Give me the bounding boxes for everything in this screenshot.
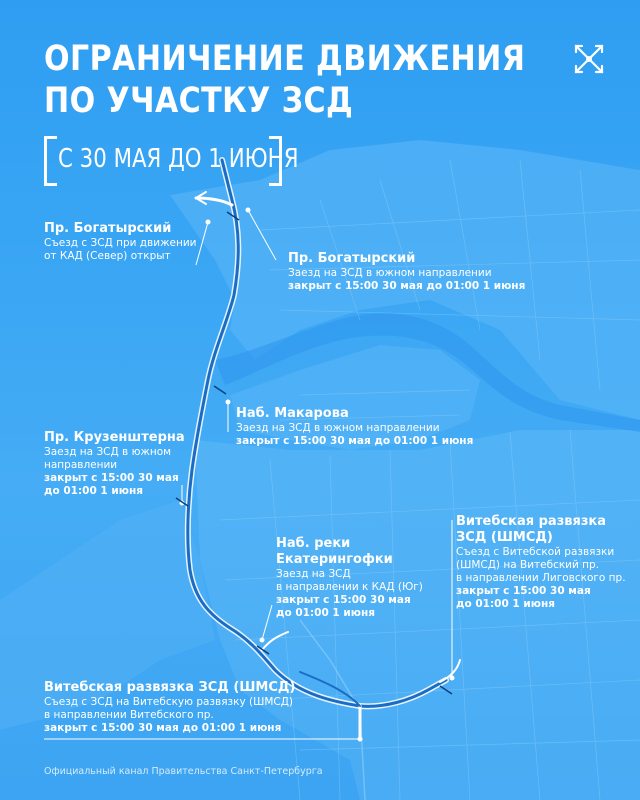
bracket-right xyxy=(269,136,282,186)
label-heading: ЗСД (ШМСД) xyxy=(456,530,553,545)
label-closed: до 01:00 1 июня xyxy=(44,485,143,497)
label-vitebsky-south xyxy=(44,680,295,735)
label-closed: до 01:00 1 июня xyxy=(456,598,555,610)
label-closed: закрыт с 15:00 30 мая xyxy=(44,472,179,484)
label-closed: закрыт с 15:00 30 мая до 01:00 1 июня xyxy=(44,722,282,734)
title-line-1: ОГРАНИЧЕНИЕ ДВИЖЕНИЯ xyxy=(44,39,526,79)
label-closed: закрыт с 15:00 30 мая xyxy=(456,585,591,597)
marker-bogatyrsky-exit xyxy=(206,220,211,225)
label-line: в направлении к КАД (Юг) xyxy=(276,581,423,593)
label-kruzenshterna xyxy=(44,430,185,498)
page-title xyxy=(44,38,525,122)
label-line: Съезд с ЗСД при движении xyxy=(44,237,197,249)
label-bogatyrsky-exit xyxy=(44,221,197,263)
label-bogatyrsky-entry xyxy=(288,251,525,293)
label-line: в направлении Лиговского пр. xyxy=(456,572,626,584)
label-line: от КАД (Север) открыт xyxy=(44,250,171,262)
spb-coat-of-arms-icon xyxy=(568,38,610,80)
label-vitebsky-north xyxy=(456,514,626,611)
label-heading: Пр. Богатырский xyxy=(288,251,416,266)
label-line: Заезд на ЗСД в южном направлении xyxy=(288,267,492,279)
label-line: в направлении Витебского пр. xyxy=(44,709,214,721)
label-closed: закрыт с 15:00 30 мая до 01:00 1 июня xyxy=(288,280,526,292)
label-heading: Витебская развязка ЗСД (ШМСД) xyxy=(44,680,296,695)
label-closed: закрыт с 15:00 30 мая до 01:00 1 июня xyxy=(236,435,474,447)
label-closed: закрыт с 15:00 30 мая xyxy=(276,594,411,606)
label-makarova xyxy=(236,406,473,448)
label-line: Съезд с ЗСД на Витебскую развязку (ШМСД) xyxy=(44,696,294,708)
label-heading: Витебская развязка xyxy=(456,514,606,529)
marker-bogatyrsky-entry xyxy=(246,208,251,213)
label-closed: до 01:00 1 июня xyxy=(276,607,375,619)
marker-vitebsky-north xyxy=(450,676,455,681)
marker-ekateringofki xyxy=(260,638,265,643)
label-line: Заезд на ЗСД xyxy=(276,568,351,580)
date-range xyxy=(44,136,299,182)
marker-vitebsky-south xyxy=(358,737,363,742)
label-line: Заезд на ЗСД в южном направлении xyxy=(236,422,440,434)
footer-source: Официальный канал Правительства Санкт-Петербурга xyxy=(44,766,323,777)
marker-makarova xyxy=(226,400,231,405)
label-heading: Екатерингофки xyxy=(276,552,393,567)
label-heading: Наб. реки xyxy=(276,536,351,551)
label-heading: Пр. Богатырский xyxy=(44,221,172,236)
label-heading: Пр. Крузенштерна xyxy=(44,430,185,445)
bracket-left xyxy=(44,136,57,186)
label-line: (ШМСД) на Витебский пр. xyxy=(456,559,600,571)
label-line: Съезд с Витебской развязки xyxy=(456,546,615,558)
label-heading: Наб. Макарова xyxy=(236,406,349,421)
title-line-2: ПО УЧАСТКУ ЗСД xyxy=(44,81,354,121)
label-line: направлении xyxy=(44,459,118,471)
label-line: Заезд на ЗСД в южном xyxy=(44,446,172,458)
date-range-text: С 30 МАЯ ДО 1 ИЮНЯ xyxy=(58,144,299,174)
label-ekateringofki xyxy=(276,536,423,620)
